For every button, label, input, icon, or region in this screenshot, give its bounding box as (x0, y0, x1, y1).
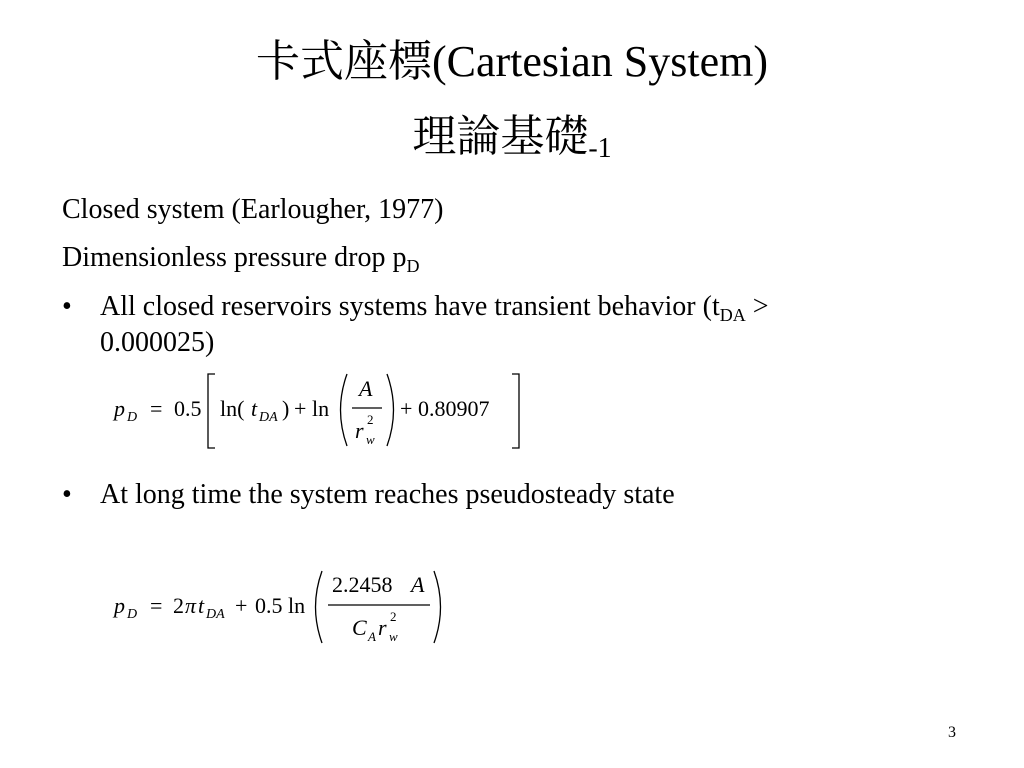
eq2-den-c: C (352, 615, 367, 640)
eq2-coef2: 0.5 (255, 593, 283, 618)
title-line-2-suffix: -1 (588, 133, 612, 164)
eq2-den-r: r (378, 615, 387, 640)
bullet-1-text: All closed reservoirs systems have transient behavior (t (100, 291, 720, 322)
equation-transient (112, 366, 532, 456)
eq1-ln2: ln (312, 396, 330, 421)
eq1-plus-2: + (400, 396, 413, 421)
eq1-coef: 0.5 (174, 396, 202, 421)
equation-pseudosteady (112, 565, 452, 649)
slide-title-line-2 (0, 112, 1024, 164)
eq2-p: p (114, 593, 125, 618)
eq2-equals: = (150, 593, 163, 618)
pressure-drop-subscript: D (406, 256, 420, 276)
eq2-coef: 2 (173, 593, 184, 618)
title-line-1: 卡式座標(Cartesian System) (255, 37, 769, 86)
slide-title (0, 37, 1024, 86)
eq1-close-paren: ) (282, 396, 290, 421)
eq2-den-r-sub: w (389, 629, 398, 644)
bullet-1-continuation: 0.000025) (100, 327, 215, 358)
eq2-right-paren (434, 571, 441, 643)
bullet-marker: • (62, 291, 72, 322)
bullet-marker: • (62, 479, 72, 510)
bullet-2-text: At long time the system reaches pseudosteady state (100, 479, 675, 510)
bullet-item-transient (62, 290, 769, 327)
eq2-ln: ln (288, 593, 306, 618)
eq1-plus-1: + (294, 396, 307, 421)
pressure-drop-line (62, 244, 420, 275)
eq1-right-bracket (512, 374, 519, 448)
eq2-num-var: A (411, 572, 425, 597)
eq2-den-r-sup: 2 (390, 609, 397, 624)
eq1-left-paren (341, 374, 348, 446)
eq2-den-c-sub: A (368, 629, 376, 644)
eq2-left-paren (316, 571, 323, 643)
eq2-p-sub: D (127, 607, 138, 622)
bullet-1-text-after: > (745, 291, 769, 322)
eq1-t-sub: DA (259, 410, 278, 425)
eq1-numerator: A (359, 376, 373, 401)
page-number: 3 (948, 724, 956, 741)
eq1-constant: 0.80907 (418, 396, 490, 421)
eq1-den-sup: 2 (367, 412, 374, 427)
eq1-t: t (251, 396, 258, 421)
eq1-p-sub: D (127, 410, 138, 425)
eq1-ln1: ln( (220, 396, 245, 421)
eq1-right-paren (387, 374, 394, 446)
eq1-left-bracket (208, 374, 215, 448)
eq2-t-sub: DA (206, 607, 225, 622)
eq2-num-coef: 2.2458 (332, 572, 393, 597)
closed-system-text: Closed system (Earlougher, 1977) (62, 194, 444, 225)
pressure-drop-text: Dimensionless pressure drop p (62, 242, 407, 273)
eq1-den-sub: w (366, 432, 375, 447)
eq2-plus: + (235, 593, 248, 618)
eq1-equals: = (150, 396, 163, 421)
closed-system-line (62, 196, 443, 224)
eq1-p: p (114, 396, 125, 421)
bullet-1-subscript: DA (719, 305, 746, 325)
eq2-pi: π (185, 593, 197, 618)
title-line-2-main: 理論基礎 (412, 112, 589, 161)
eq1-den-r: r (355, 418, 364, 443)
eq2-t: t (198, 593, 205, 618)
bullet-item-pseudosteady (62, 478, 675, 512)
